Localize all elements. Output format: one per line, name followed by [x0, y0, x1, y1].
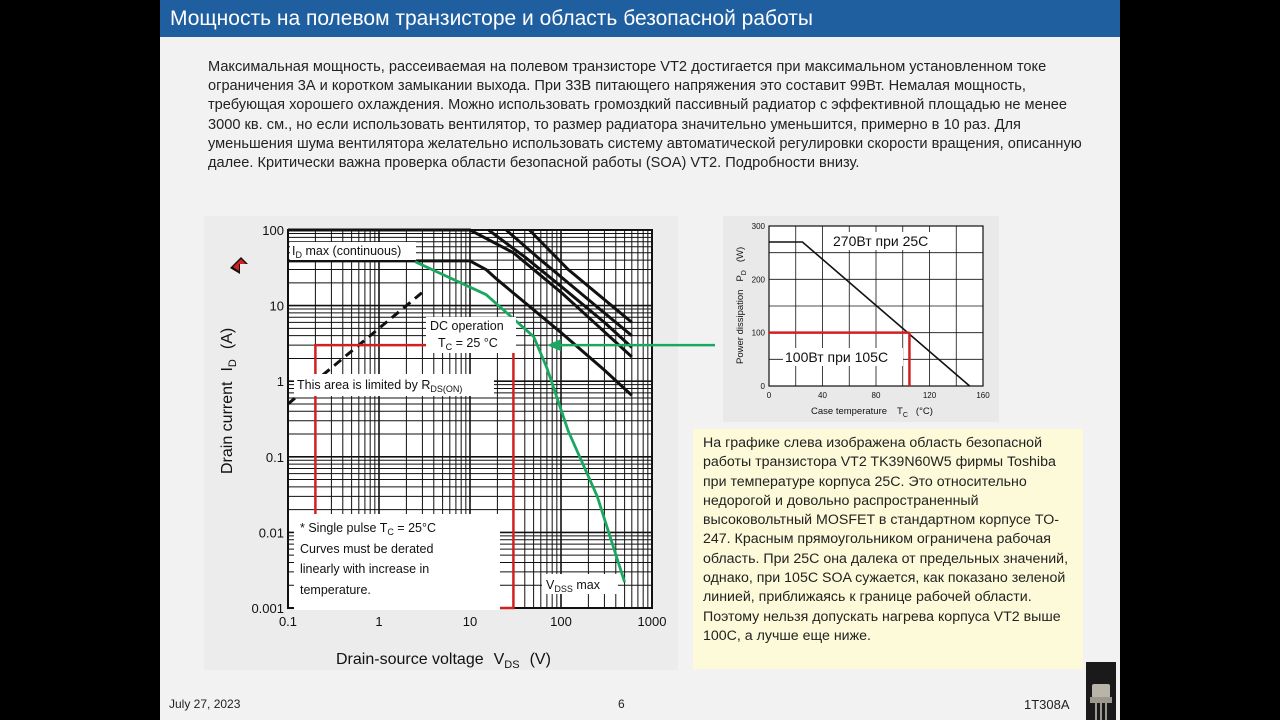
- slide-title: Мощность на полевом транзисторе и область безопасной работы: [170, 7, 813, 30]
- legend-line-3: linearly with increase in: [300, 562, 430, 576]
- legend-line-2: Curves must be derated: [300, 542, 434, 556]
- pd-y-tick-label: 200: [751, 275, 765, 285]
- soa-x-tick-label: 1: [375, 614, 383, 629]
- pd-x-tick-label: 160: [976, 391, 990, 400]
- power-dissipation-chart: [723, 216, 999, 422]
- pd-y-tick-label: 100: [751, 328, 765, 338]
- transistor-photo: [1086, 662, 1116, 720]
- pd-x-tick-label: 0: [766, 391, 772, 400]
- soa-y-tick-label: 0.1: [265, 449, 284, 465]
- vdss-max-label: $V_{DSS}$ max: [546, 578, 600, 594]
- soa-y-tick-label: 1: [276, 374, 284, 390]
- pd-x-tick-label: 40: [818, 391, 827, 400]
- id-max-label: $I_D$ max (continuous): [292, 244, 402, 260]
- pd-y-tick-label: 300: [751, 222, 765, 231]
- soa-x-tick-label: 1000: [637, 614, 667, 629]
- slide: [160, 0, 1120, 720]
- dc-operation-tc-label: $T_C = 25$ °C: [438, 336, 498, 352]
- soa-y-tick-label: 100: [262, 223, 284, 238]
- soa-y-tick-label: 0.001: [251, 601, 284, 616]
- pd-270w-label: 270Вт при 25С: [833, 233, 929, 249]
- pd-y-axis-title: Power dissipationP$_D$(W): [735, 246, 748, 364]
- pd-x-axis-title: Case temperature $T_C$ (°C): [811, 406, 933, 419]
- soa-y-tick-label: 10: [269, 298, 284, 314]
- pd-y-tick-label: 0: [760, 382, 765, 391]
- legend-line-4: temperature.: [300, 583, 371, 597]
- soa-x-tick-label: 0.1: [278, 614, 298, 629]
- footer-source: 1T308A: [1024, 697, 1070, 712]
- soa-x-tick-label: 100: [550, 614, 572, 629]
- pd-x-tick-label: 120: [922, 391, 937, 400]
- x-axis-title: Drain-source voltage $V_{DS}$ (V): [336, 651, 551, 670]
- legend-line-1: * Single pulse $T_C = 25^\circ C$: [300, 521, 437, 537]
- footer-date: July 27, 2023: [169, 697, 241, 711]
- pointer-cursor-icon: [227, 254, 251, 278]
- footer-page-number: 6: [618, 697, 625, 711]
- dc-operation-label: DC operation: [430, 319, 504, 333]
- rds-on-label: This area is limited by $R_{DS(ON)}$: [297, 378, 463, 394]
- intro-paragraph: Максимальная мощность, рассеиваемая на полевом транзисторе VT2 достигается при максимальном установленном токе ограничения 3А и коротком замыкании выхода. При 33В питающего напряжения это составит 99Вт. Немалая мощность, требующая хорошего охлаждения. Можно использовать громоздкий пассивный радиатор с эффективной площадью не менее 3000 кв. см., но если использовать вентилятор, то размер радиатора значительно уменьшится, примерно в 10 раз. Для уменьшения шума вентилятора желательно использовать систему автоматической регулировки скорости вращения, описанную далее. Критически важна проверка области безопасной работы (SOA) VT2. Подробности внизу.: [208, 59, 1082, 172]
- soa-x-tick-label: 10: [462, 614, 478, 629]
- soa-y-tick-label: 0.01: [258, 525, 284, 541]
- explanation-note: На графике слева изображена область безопасной работы транзистора VT2 TK39N60W5 фирмы Toshiba при температуре корпуса 25С. Это относительно недорогой и довольно распространенный высоковольтный MOSFET в стандартном корпусе TO-247. Красным прямоугольником ограничена рабочая область. При 25С она далека от предельных значений, однако, при 105С SOA сужается, как показано зеленой линией, приближаясь к границе рабочей области. Поэтому нельзя допускать нагрева корпуса VT2 выше 100С, а лучше еще ниже.: [693, 429, 1083, 669]
- title-bar: [160, 0, 1120, 37]
- y-axis-title: Drain currentI$_D$(A): [219, 327, 239, 474]
- soa-chart: [204, 216, 678, 670]
- pd-x-tick-label: 80: [871, 391, 881, 400]
- pd-100w-label: 100Вт при 105С: [785, 349, 889, 365]
